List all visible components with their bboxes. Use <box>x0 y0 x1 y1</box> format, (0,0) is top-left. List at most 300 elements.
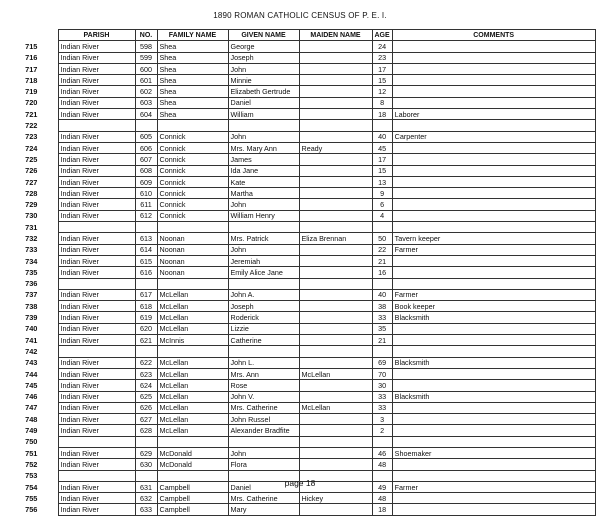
number-cell: 614 <box>135 244 157 255</box>
maiden-name-cell <box>299 86 372 97</box>
comments-cell <box>392 154 595 165</box>
parish-cell: Indian River <box>58 165 135 176</box>
given-name-cell: Roderick <box>228 312 299 323</box>
parish-cell: Indian River <box>58 323 135 334</box>
age-cell: 48 <box>372 493 392 504</box>
table-row <box>5 504 595 515</box>
age-cell: 23 <box>372 52 392 63</box>
row-number: 742 <box>25 346 38 356</box>
table-row <box>5 335 595 346</box>
row-number: 734 <box>25 256 38 266</box>
number-cell: 602 <box>135 86 157 97</box>
parish-cell: Indian River <box>58 86 135 97</box>
number-cell: 606 <box>135 142 157 153</box>
table-row <box>5 63 595 74</box>
number-cell: 620 <box>135 323 157 334</box>
number-cell: 626 <box>135 402 157 413</box>
parish-cell: Indian River <box>58 52 135 63</box>
parish-cell <box>58 436 135 447</box>
parish-cell: Indian River <box>58 357 135 368</box>
given-name-cell: Emily Alice Jane <box>228 267 299 278</box>
given-name-cell: John A. <box>228 289 299 300</box>
maiden-name-cell <box>299 312 372 323</box>
family-name-cell: McLellan <box>157 312 228 323</box>
row-number: 727 <box>25 177 38 187</box>
table-row <box>5 41 595 52</box>
table-row <box>5 52 595 63</box>
row-number: 752 <box>25 459 38 469</box>
parish-cell: Indian River <box>58 447 135 458</box>
given-name-cell: Elizabeth Gertrude <box>228 86 299 97</box>
table-row <box>5 222 595 233</box>
table-row <box>5 346 595 357</box>
comments-cell <box>392 142 595 153</box>
maiden-name-cell <box>299 188 372 199</box>
comments-cell <box>392 176 595 187</box>
table-row <box>5 447 595 458</box>
maiden-name-cell <box>299 459 372 470</box>
row-number: 746 <box>25 392 38 402</box>
age-cell: 9 <box>372 188 392 199</box>
row-number: 744 <box>25 369 38 379</box>
comments-cell <box>392 278 595 289</box>
family-name-cell: Shea <box>157 52 228 63</box>
parish-cell: Indian River <box>58 391 135 402</box>
age-cell: 17 <box>372 63 392 74</box>
age-cell <box>372 120 392 131</box>
row-number: 739 <box>25 313 38 323</box>
given-name-cell: Mrs. Catherine <box>228 493 299 504</box>
maiden-name-cell <box>299 436 372 447</box>
maiden-name-cell <box>299 267 372 278</box>
comments-cell: Book keeper <box>392 301 595 312</box>
given-name-cell: Daniel <box>228 97 299 108</box>
row-number: 750 <box>25 437 38 447</box>
page-title: 1890 ROMAN CATHOLIC CENSUS OF P. E. I. <box>213 11 387 20</box>
comments-cell <box>392 346 595 357</box>
maiden-name-cell <box>299 176 372 187</box>
table-row <box>5 244 595 255</box>
comments-cell <box>392 86 595 97</box>
family-name-cell: McLellan <box>157 301 228 312</box>
row-number: 717 <box>25 64 38 74</box>
given-name-cell: Mrs. Catherine <box>228 402 299 413</box>
header-parish: PARISH <box>58 30 135 41</box>
parish-cell: Indian River <box>58 199 135 210</box>
comments-cell: Laborer <box>392 109 595 120</box>
comments-cell <box>392 165 595 176</box>
number-cell: 608 <box>135 165 157 176</box>
header-row <box>5 30 595 41</box>
family-name-cell: Connick <box>157 165 228 176</box>
comments-cell <box>392 335 595 346</box>
row-number: 737 <box>25 290 38 300</box>
given-name-cell <box>228 436 299 447</box>
family-name-cell: McLellan <box>157 368 228 379</box>
number-cell: 625 <box>135 391 157 402</box>
number-cell: 609 <box>135 176 157 187</box>
parish-cell <box>58 278 135 289</box>
table-row <box>5 97 595 108</box>
family-name-cell: Connick <box>157 176 228 187</box>
given-name-cell: John Russel <box>228 414 299 425</box>
family-name-cell: Shea <box>157 97 228 108</box>
comments-cell: Blacksmith <box>392 312 595 323</box>
parish-cell: Indian River <box>58 154 135 165</box>
census-table <box>5 29 596 516</box>
number-cell: 599 <box>135 52 157 63</box>
given-name-cell: Alexander Bradfite <box>228 425 299 436</box>
table-row <box>5 357 595 368</box>
comments-cell: Blacksmith <box>392 391 595 402</box>
number-cell: 632 <box>135 493 157 504</box>
table-row <box>5 436 595 447</box>
comments-cell: Farmer <box>392 289 595 300</box>
given-name-cell: Kate <box>228 176 299 187</box>
family-name-cell <box>157 278 228 289</box>
family-name-cell: McLellan <box>157 323 228 334</box>
family-name-cell: McDonald <box>157 459 228 470</box>
family-name-cell: Noonan <box>157 267 228 278</box>
comments-cell: Farmer <box>392 481 595 492</box>
row-number: 726 <box>25 166 38 176</box>
family-name-cell: McInnis <box>157 335 228 346</box>
row-number: 730 <box>25 211 38 221</box>
maiden-name-cell: McLellan <box>299 402 372 413</box>
row-number: 740 <box>25 324 38 334</box>
row-number: 745 <box>25 380 38 390</box>
number-cell: 598 <box>135 41 157 52</box>
maiden-name-cell <box>299 380 372 391</box>
number-cell: 622 <box>135 357 157 368</box>
given-name-cell: Daniel <box>228 481 299 492</box>
parish-cell <box>58 222 135 233</box>
age-cell: 3 <box>372 414 392 425</box>
row-number: 751 <box>25 448 38 458</box>
given-name-cell: Jeremiah <box>228 255 299 266</box>
given-name-cell: John <box>228 244 299 255</box>
age-cell: 17 <box>372 154 392 165</box>
age-cell: 33 <box>372 391 392 402</box>
row-number: 747 <box>25 403 38 413</box>
family-name-cell: Campbell <box>157 504 228 515</box>
parish-cell: Indian River <box>58 425 135 436</box>
given-name-cell: John <box>228 63 299 74</box>
table-row <box>5 425 595 436</box>
comments-cell <box>392 493 595 504</box>
header-maiden-name: MAIDEN NAME <box>299 30 372 41</box>
maiden-name-cell <box>299 346 372 357</box>
age-cell: 12 <box>372 86 392 97</box>
age-cell: 69 <box>372 357 392 368</box>
comments-cell <box>392 402 595 413</box>
age-cell: 50 <box>372 233 392 244</box>
given-name-cell: John L. <box>228 357 299 368</box>
maiden-name-cell <box>299 301 372 312</box>
given-name-cell: Mary <box>228 504 299 515</box>
given-name-cell: Joseph <box>228 301 299 312</box>
parish-cell: Indian River <box>58 493 135 504</box>
age-cell <box>372 346 392 357</box>
header-no: NO. <box>135 30 157 41</box>
family-name-cell: Connick <box>157 188 228 199</box>
comments-cell <box>392 52 595 63</box>
age-cell: 4 <box>372 210 392 221</box>
family-name-cell: Connick <box>157 210 228 221</box>
number-cell <box>135 436 157 447</box>
age-cell: 18 <box>372 109 392 120</box>
row-number: 732 <box>25 233 38 243</box>
parish-cell: Indian River <box>58 301 135 312</box>
table-row <box>5 312 595 323</box>
maiden-name-cell <box>299 289 372 300</box>
age-cell: 22 <box>372 244 392 255</box>
table-row <box>5 301 595 312</box>
maiden-name-cell <box>299 278 372 289</box>
number-cell: 631 <box>135 481 157 492</box>
parish-cell <box>58 120 135 131</box>
comments-cell <box>392 188 595 199</box>
given-name-cell: George <box>228 41 299 52</box>
number-cell: 624 <box>135 380 157 391</box>
given-name-cell: Mrs. Ann <box>228 368 299 379</box>
row-number: 753 <box>25 471 38 481</box>
number-cell: 628 <box>135 425 157 436</box>
age-cell <box>372 222 392 233</box>
family-name-cell: Shea <box>157 41 228 52</box>
maiden-name-cell <box>299 447 372 458</box>
maiden-name-cell: McLellan <box>299 368 372 379</box>
table-row <box>5 402 595 413</box>
table-row <box>5 199 595 210</box>
age-cell: 8 <box>372 97 392 108</box>
header-comments: COMMENTS <box>392 30 595 41</box>
family-name-cell: McLellan <box>157 425 228 436</box>
family-name-cell: McLellan <box>157 414 228 425</box>
maiden-name-cell <box>299 131 372 142</box>
table-row <box>5 210 595 221</box>
age-cell: 15 <box>372 165 392 176</box>
age-cell: 30 <box>372 380 392 391</box>
family-name-cell: Shea <box>157 75 228 86</box>
parish-cell: Indian River <box>58 368 135 379</box>
parish-cell: Indian River <box>58 402 135 413</box>
number-cell: 618 <box>135 301 157 312</box>
parish-cell: Indian River <box>58 188 135 199</box>
row-number: 736 <box>25 279 38 289</box>
age-cell: 70 <box>372 368 392 379</box>
given-name-cell: Mrs. Patrick <box>228 233 299 244</box>
parish-cell: Indian River <box>58 414 135 425</box>
comments-cell <box>392 41 595 52</box>
family-name-cell: McDonald <box>157 447 228 458</box>
maiden-name-cell: Hickey <box>299 493 372 504</box>
comments-cell: Blacksmith <box>392 357 595 368</box>
table-row <box>5 391 595 402</box>
row-number: 743 <box>25 358 38 368</box>
age-cell <box>372 436 392 447</box>
age-cell: 33 <box>372 312 392 323</box>
age-cell <box>372 278 392 289</box>
row-number: 754 <box>25 482 38 492</box>
table-row <box>5 255 595 266</box>
comments-cell: Shoemaker <box>392 447 595 458</box>
parish-cell: Indian River <box>58 335 135 346</box>
family-name-cell: Connick <box>157 154 228 165</box>
maiden-name-cell <box>299 335 372 346</box>
parish-cell: Indian River <box>58 97 135 108</box>
given-name-cell: Rose <box>228 380 299 391</box>
given-name-cell: William Henry <box>228 210 299 221</box>
given-name-cell <box>228 346 299 357</box>
parish-cell <box>58 346 135 357</box>
table-row <box>5 233 595 244</box>
table-row <box>5 278 595 289</box>
family-name-cell: Shea <box>157 109 228 120</box>
given-name-cell: Lizzie <box>228 323 299 334</box>
given-name-cell: Ida Jane <box>228 165 299 176</box>
table-row <box>5 368 595 379</box>
maiden-name-cell <box>299 52 372 63</box>
table-row <box>5 86 595 97</box>
comments-cell <box>392 210 595 221</box>
maiden-name-cell <box>299 414 372 425</box>
comments-cell <box>392 323 595 334</box>
age-cell: 35 <box>372 323 392 334</box>
table-row <box>5 142 595 153</box>
number-cell: 615 <box>135 255 157 266</box>
maiden-name-cell <box>299 222 372 233</box>
number-cell: 621 <box>135 335 157 346</box>
comments-cell <box>392 459 595 470</box>
header-row-number <box>5 30 58 41</box>
comments-cell <box>392 504 595 515</box>
age-cell: 46 <box>372 447 392 458</box>
maiden-name-cell <box>299 120 372 131</box>
age-cell: 38 <box>372 301 392 312</box>
family-name-cell: McLellan <box>157 289 228 300</box>
parish-cell: Indian River <box>58 481 135 492</box>
parish-cell: Indian River <box>58 41 135 52</box>
parish-cell: Indian River <box>58 109 135 120</box>
given-name-cell: John <box>228 131 299 142</box>
family-name-cell: McLellan <box>157 391 228 402</box>
row-number: 748 <box>25 414 38 424</box>
parish-cell: Indian River <box>58 380 135 391</box>
row-number: 716 <box>25 53 38 63</box>
parish-cell: Indian River <box>58 142 135 153</box>
number-cell: 604 <box>135 109 157 120</box>
maiden-name-cell <box>299 357 372 368</box>
maiden-name-cell: Ready <box>299 142 372 153</box>
table-row <box>5 267 595 278</box>
comments-cell <box>392 199 595 210</box>
comments-cell <box>392 120 595 131</box>
parish-cell: Indian River <box>58 255 135 266</box>
comments-cell: Carpenter <box>392 131 595 142</box>
family-name-cell: Shea <box>157 63 228 74</box>
given-name-cell: John V. <box>228 391 299 402</box>
table-row <box>5 414 595 425</box>
row-number: 725 <box>25 154 38 164</box>
given-name-cell: James <box>228 154 299 165</box>
maiden-name-cell <box>299 323 372 334</box>
row-number: 731 <box>25 222 38 232</box>
given-name-cell <box>228 278 299 289</box>
age-cell: 48 <box>372 459 392 470</box>
number-cell: 601 <box>135 75 157 86</box>
comments-cell <box>392 380 595 391</box>
comments-cell <box>392 414 595 425</box>
maiden-name-cell <box>299 154 372 165</box>
number-cell: 611 <box>135 199 157 210</box>
number-cell: 610 <box>135 188 157 199</box>
number-cell <box>135 346 157 357</box>
age-cell: 15 <box>372 75 392 86</box>
age-cell: 21 <box>372 255 392 266</box>
family-name-cell: Noonan <box>157 244 228 255</box>
header-age: AGE <box>372 30 392 41</box>
row-number: 719 <box>25 87 38 97</box>
parish-cell: Indian River <box>58 75 135 86</box>
maiden-name-cell: Eliza Brennan <box>299 233 372 244</box>
comments-cell <box>392 368 595 379</box>
maiden-name-cell <box>299 165 372 176</box>
family-name-cell: Connick <box>157 142 228 153</box>
maiden-name-cell <box>299 63 372 74</box>
table-row <box>5 188 595 199</box>
row-number: 722 <box>25 121 38 131</box>
number-cell <box>135 222 157 233</box>
row-number: 735 <box>25 267 38 277</box>
row-number: 749 <box>25 426 38 436</box>
row-number: 720 <box>25 98 38 108</box>
table-row <box>5 165 595 176</box>
parish-cell: Indian River <box>58 244 135 255</box>
maiden-name-cell <box>299 255 372 266</box>
row-number: 723 <box>25 132 38 142</box>
age-cell: 18 <box>372 504 392 515</box>
parish-cell: Indian River <box>58 63 135 74</box>
parish-cell: Indian River <box>58 459 135 470</box>
number-cell <box>135 120 157 131</box>
comments-cell <box>392 255 595 266</box>
family-name-cell: McLellan <box>157 357 228 368</box>
page-number: page 18 <box>284 478 316 488</box>
table-row <box>5 131 595 142</box>
comments-cell <box>392 267 595 278</box>
number-cell: 633 <box>135 504 157 515</box>
table-row <box>5 176 595 187</box>
family-name-cell: Connick <box>157 199 228 210</box>
family-name-cell: Connick <box>157 131 228 142</box>
comments-cell <box>392 97 595 108</box>
maiden-name-cell <box>299 210 372 221</box>
table-row <box>5 154 595 165</box>
number-cell: 619 <box>135 312 157 323</box>
age-cell: 40 <box>372 289 392 300</box>
parish-cell: Indian River <box>58 289 135 300</box>
row-number: 738 <box>25 301 38 311</box>
age-cell: 49 <box>372 481 392 492</box>
number-cell: 603 <box>135 97 157 108</box>
table-row <box>5 120 595 131</box>
comments-cell: Tavern keeper <box>392 233 595 244</box>
given-name-cell: Joseph <box>228 52 299 63</box>
comments-cell <box>392 75 595 86</box>
comments-cell <box>392 436 595 447</box>
parish-cell: Indian River <box>58 176 135 187</box>
